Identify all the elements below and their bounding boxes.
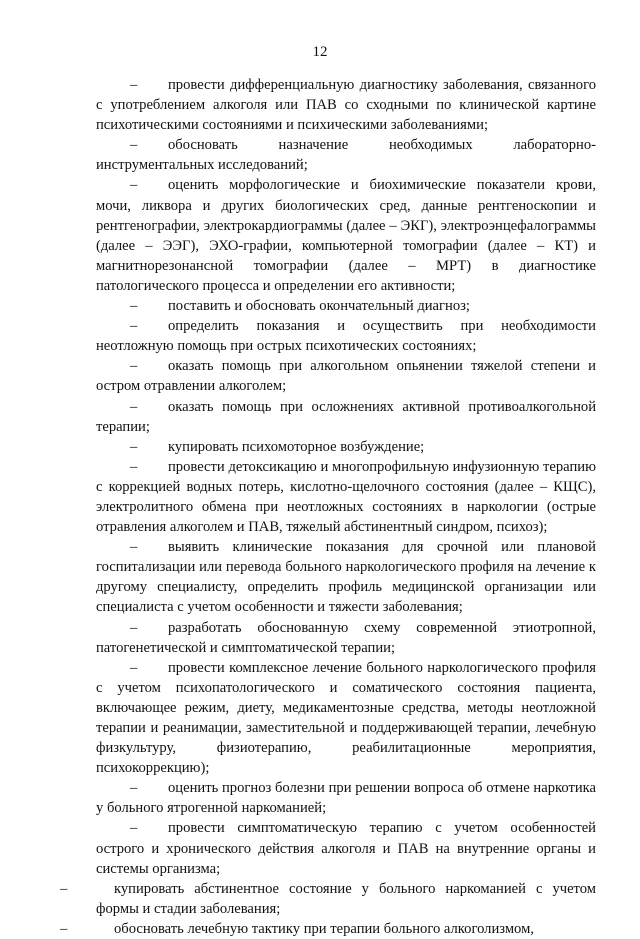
list-item-text: обосновать назначение необходимых лабораторно-инструментальных исследований;	[96, 137, 596, 174]
list-item-text: провести комплексное лечение больного наркологического профиля с учетом психопатологического и соматического состояния пациента, включающее режим, диету, медикаментозные средства, методы неотложной терапии и реанимации, заместительной и поддерживающей терапии, лечебную физкультуру, физиотерапию, реабилитационные мероприятия, психокоррекцию);	[96, 659, 596, 777]
list-item-text: обосновать лечебную тактику при терапии больного алкоголизмом,	[114, 920, 534, 937]
list-item	[96, 316, 596, 356]
list-item	[96, 537, 596, 617]
list-dash: –	[130, 298, 138, 315]
list-item-text: выявить клинические показания для срочной или плановой госпитализации или перевода больного наркологического профиля на лечение к другому специалисту, определить профиль медицинской организации или специалиста с учетом особенности и тяжести заболевания;	[96, 539, 596, 616]
list-item	[96, 175, 596, 296]
list-dash: –	[130, 438, 138, 455]
list-item	[96, 457, 596, 537]
document-body	[60, 75, 596, 939]
list-dash: –	[130, 358, 138, 375]
list-dash: –	[130, 398, 138, 415]
list-item	[96, 356, 596, 396]
list-item	[60, 919, 596, 939]
list-dash: –	[130, 780, 138, 797]
list-dash: –	[130, 619, 138, 636]
list-item-text: поставить и обосновать окончательный диагноз;	[168, 298, 470, 315]
list-item-text: провести симптоматическую терапию с учетом особенностей острого и хронического действия алкоголя и ПАВ на внутренние органы и системы организма;	[96, 820, 596, 877]
list-dash: –	[60, 880, 68, 897]
list-item-text: провести дифференциальную диагностику заболевания, связанного с употреблением алкоголя или ПАВ со сходными по клинической картине психотическими состояниями и психическими заболеваниями;	[96, 77, 596, 134]
list-dash: –	[130, 820, 138, 837]
list-dash: –	[130, 458, 138, 475]
list-dash: –	[130, 539, 138, 556]
list-item	[96, 778, 596, 818]
list-dash: –	[130, 177, 138, 194]
list-item	[96, 135, 596, 175]
list-item-text: разработать обоснованную схему современной этиотропной, патогенетической и симптоматической терапии;	[96, 619, 596, 656]
list-item	[96, 296, 596, 316]
list-item-text: оценить морфологические и биохимические показатели крови, мочи, ликвора и других биологических сред, данные рентгеноскопии и рентгенографии, электрокардиограммы (далее – ЭКГ), электроэнцефалограммы (далее – ЭЭГ), ЭХО-графии, компьютерной томографии (далее – КТ) и магнитнорезонансной томографии (далее – МРТ) в диагностике патологического процесса и определении его активности;	[96, 177, 596, 294]
list-dash: –	[130, 137, 138, 154]
list-item-text: оказать помощь при алкогольном опьянении тяжелой степени и остром отравлении алкоголем;	[96, 358, 596, 395]
list-item	[96, 818, 596, 878]
list-item	[96, 397, 596, 437]
list-item-text: оказать помощь при осложнениях активной противоалкогольной терапии;	[96, 398, 596, 435]
list-item	[60, 879, 596, 919]
list-item-text: купировать психомоторное возбуждение;	[168, 438, 425, 455]
list-dash: –	[60, 920, 68, 937]
list-item	[96, 75, 596, 135]
list-item-text: провести детоксикацию и многопрофильную инфузионную терапию с коррекцией водных потерь, кислотно-щелочного состояния (далее – КЩС), электролитного обмена при неотложных состояниях в наркологии (острые отравления алкоголем и ПАВ, тяжелый абстинентный синдром, психоз);	[96, 458, 596, 536]
list-item	[96, 437, 596, 457]
list-item-text: купировать абстинентное состояние у больного наркоманией с учетом формы и стадии заболевания;	[96, 880, 596, 917]
list-item-text: оценить прогноз болезни при решении вопроса об отмене наркотика у больного ятрогенной наркоманией;	[96, 780, 596, 817]
page-number: 12	[312, 44, 328, 60]
list-dash: –	[130, 77, 138, 93]
list-item	[96, 618, 596, 658]
list-item-text: определить показания и осуществить при необходимости неотложную помощь при острых психотических состояниях;	[96, 318, 596, 355]
list-dash: –	[130, 659, 138, 676]
list-dash: –	[130, 318, 138, 335]
list-item	[96, 658, 596, 779]
